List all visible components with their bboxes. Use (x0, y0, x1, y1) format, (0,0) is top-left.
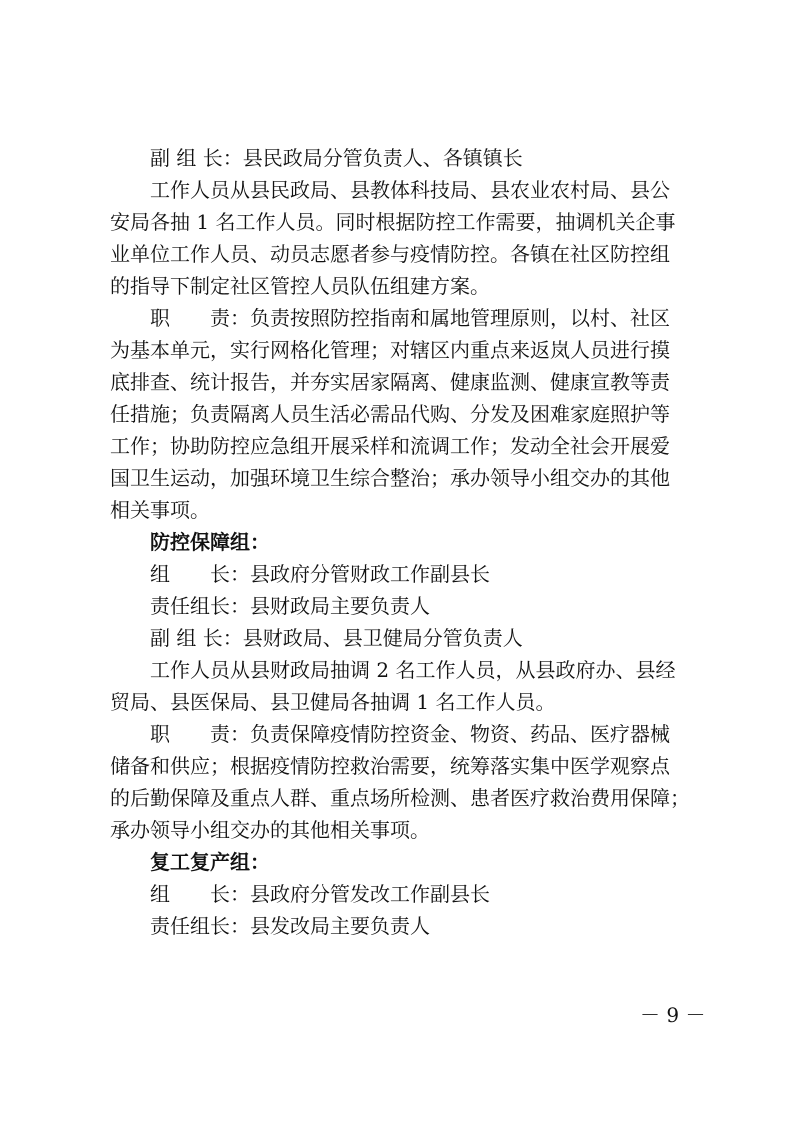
text-line: 副 组 长：县民政局分管负责人、各镇镇长 (150, 146, 523, 170)
text-line: 为基本单元，实行网格化管理；对辖区内重点来返岚人员进行摸 (110, 338, 670, 362)
text-line: 任措施；负责隔离人员生活必需品代购、分发及困难家庭照护等 (110, 402, 670, 426)
text-line: 贸局、县医保局、县卫健局各抽调 1 名工作人员。 (110, 690, 556, 714)
text-line: 底排查、统计报告，并夯实居家隔离、健康监测、健康宣教等责 (110, 370, 670, 394)
text-line: 组 长：县政府分管财政工作副县长 (150, 562, 490, 586)
text-line: 国卫生运动，加强环境卫生综合整治；承办领导小组交办的其他 (110, 466, 670, 490)
text-line: 副 组 长：县财政局、县卫健局分管负责人 (150, 626, 523, 650)
text-line: 安局各抽 1 名工作人员。同时根据防控工作需要，抽调机关企事 (110, 210, 676, 234)
text-line: 职 责：负责按照防控指南和属地管理原则，以村、社区 (150, 306, 670, 330)
section-heading: 复工复产组： (150, 850, 270, 874)
text-line: 的后勤保障及重点人群、重点场所检测、患者医疗救治费用保障； (110, 786, 690, 810)
text-line: 责任组长：县发改局主要负责人 (150, 914, 430, 938)
text-line: 储备和供应；根据疫情防控救治需要，统筹落实集中医学观察点 (110, 754, 670, 778)
text-line: 承办领导小组交办的其他相关事项。 (110, 818, 430, 842)
text-line: 组 长：县政府分管发改工作副县长 (150, 882, 490, 906)
section-heading: 防控保障组： (150, 530, 270, 554)
text-line: 业单位工作人员、动员志愿者参与疫情防控。各镇在社区防控组 (110, 242, 670, 266)
document-body (110, 142, 690, 942)
text-line: 工作；协助防控应急组开展采样和流调工作；发动全社会开展爱 (110, 434, 670, 458)
text-line: 职 责：负责保障疫情防控资金、物资、药品、医疗器械 (150, 722, 670, 746)
text-line: 工作人员从县财政局抽调 2 名工作人员，从县政府办、县经 (150, 658, 676, 682)
page-number: － 9 － (640, 1003, 706, 1027)
text-line: 相关事项。 (110, 498, 210, 522)
text-line: 工作人员从县民政局、县教体科技局、县农业农村局、县公 (150, 178, 670, 202)
text-line: 责任组长：县财政局主要负责人 (150, 594, 430, 618)
text-line: 的指导下制定社区管控人员队伍组建方案。 (110, 274, 490, 298)
